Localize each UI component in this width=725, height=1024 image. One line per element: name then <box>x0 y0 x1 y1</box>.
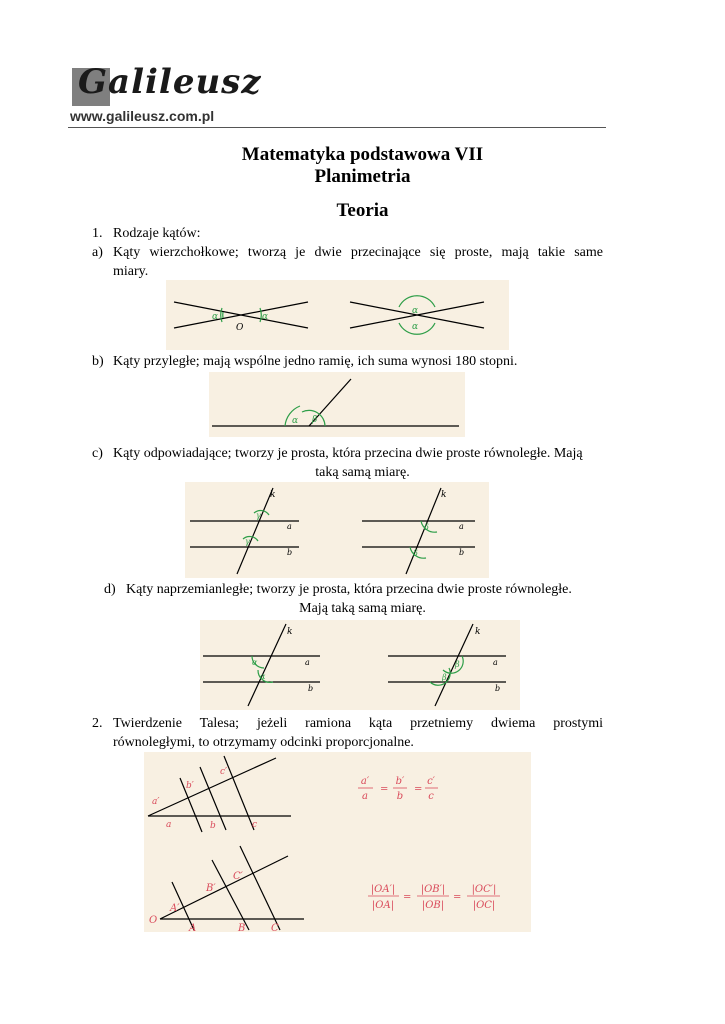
item-d-label: d) <box>104 582 116 597</box>
fraction-num: |OC′| <box>471 884 497 895</box>
header-divider <box>68 127 606 128</box>
point-b-prime: B′ <box>206 883 216 894</box>
gamma-label: γ <box>245 537 250 546</box>
item-2-number: 2. <box>92 716 103 731</box>
fraction-num: c′ <box>427 776 435 787</box>
fraction-num: b′ <box>395 776 405 787</box>
delta-label: δ <box>413 549 418 558</box>
figure-thales-theorem <box>144 752 531 932</box>
line-a-label: a <box>493 658 498 667</box>
segment-a: a <box>166 820 172 830</box>
item-a-label: a) <box>92 245 103 260</box>
segment-c: c <box>252 820 258 830</box>
logo: Galileusz <box>78 62 262 102</box>
beta-label: β <box>442 673 447 682</box>
line-b-label: b <box>495 684 501 693</box>
gamma-label: γ <box>256 511 261 520</box>
item-1-number: 1. <box>92 226 103 241</box>
alpha-label: α <box>260 672 266 681</box>
point-b: B <box>238 923 246 932</box>
fraction-den: a <box>362 791 368 802</box>
fraction-den: |OB| <box>421 900 445 911</box>
delta-label: δ <box>424 523 429 532</box>
equals-sign: = <box>380 784 389 795</box>
line-k-label: k <box>441 490 447 500</box>
line-b-label: b <box>287 548 293 557</box>
alpha-label: α <box>252 658 258 667</box>
point-a: A <box>189 923 197 932</box>
point-a-prime: A′ <box>170 903 180 914</box>
fraction-num: a′ <box>360 776 370 787</box>
figure-corresponding-angles <box>185 482 489 578</box>
line-k-label: k <box>270 490 276 500</box>
item-b-text: Kąty przyległe; mają wspólne jedno ramię, ich suma wynosi 180 stopni. <box>113 354 518 369</box>
fraction-num: |OB′| <box>420 884 446 895</box>
beta-label: β <box>312 415 318 425</box>
page-subtitle: Planimetria <box>314 166 411 187</box>
figure-adjacent-angles <box>209 372 465 437</box>
equals-sign: = <box>403 892 412 903</box>
line-b-label: b <box>308 684 314 693</box>
figure-vertical-angles <box>166 280 509 350</box>
alpha-label: α <box>412 306 419 316</box>
item-d-line2: Mają taką samą miarę. <box>299 601 426 616</box>
equals-sign: = <box>414 784 423 795</box>
point-c-prime: C′ <box>233 871 243 882</box>
point-o-label: O <box>236 323 244 333</box>
item-a-line2: miary. <box>113 264 149 279</box>
site-url[interactable]: www.galileusz.com.pl <box>70 108 215 124</box>
segment-b-prime: b′ <box>186 781 194 791</box>
equals-sign: = <box>453 892 462 903</box>
page-title: Matematyka podstawowa VII <box>241 144 484 165</box>
line-k-label: k <box>287 627 293 637</box>
item-c-line2: taką samą miarę. <box>315 465 410 480</box>
alpha-label: α <box>292 416 299 426</box>
item-c-label: c) <box>92 446 103 461</box>
section-title: Teoria <box>336 200 389 221</box>
fraction-den: |OC| <box>472 900 496 911</box>
line-b-label: b <box>459 548 465 557</box>
line-k-label: k <box>475 627 481 637</box>
alpha-label: α <box>412 322 419 332</box>
point-c: C <box>271 923 279 932</box>
item-1-text: Rodzaje kątów: <box>113 226 201 241</box>
item-a-line1: Kąty wierzchołkowe; tworzą je dwie przecinające się proste, mają takie same <box>113 245 603 260</box>
segment-a-prime: a′ <box>152 797 160 807</box>
fraction-num: |OA′| <box>370 884 396 895</box>
beta-label: β <box>455 660 460 669</box>
item-2-line2: równoległymi, to otrzymamy odcinki proporcjonalne. <box>113 735 414 750</box>
item-2-line1: Twierdzenie Talesa; jeżeli ramiona kąta przetniemy dwiema prostymi <box>113 716 603 731</box>
line-a-label: a <box>459 522 464 531</box>
fraction-den: b <box>396 791 404 802</box>
alpha-label: α <box>212 312 219 322</box>
line-a-label: a <box>287 522 292 531</box>
figure-alternate-angles <box>200 620 520 710</box>
segment-b: b <box>210 821 216 831</box>
line-a-label: a <box>305 658 310 667</box>
point-o: O <box>149 915 158 926</box>
item-b-label: b) <box>92 354 104 369</box>
fraction-den: c <box>428 791 434 802</box>
item-d-line1: Kąty naprzemianległe; tworzy je prosta, która przecina dwie proste równoległe. <box>126 582 572 597</box>
alpha-label: α <box>262 312 269 322</box>
item-c-line1: Kąty odpowiadające; tworzy je prosta, która przecina dwie proste równoległe. Mają <box>113 446 583 461</box>
fraction-den: |OA| <box>371 900 395 911</box>
segment-c-prime: c′ <box>220 767 228 777</box>
